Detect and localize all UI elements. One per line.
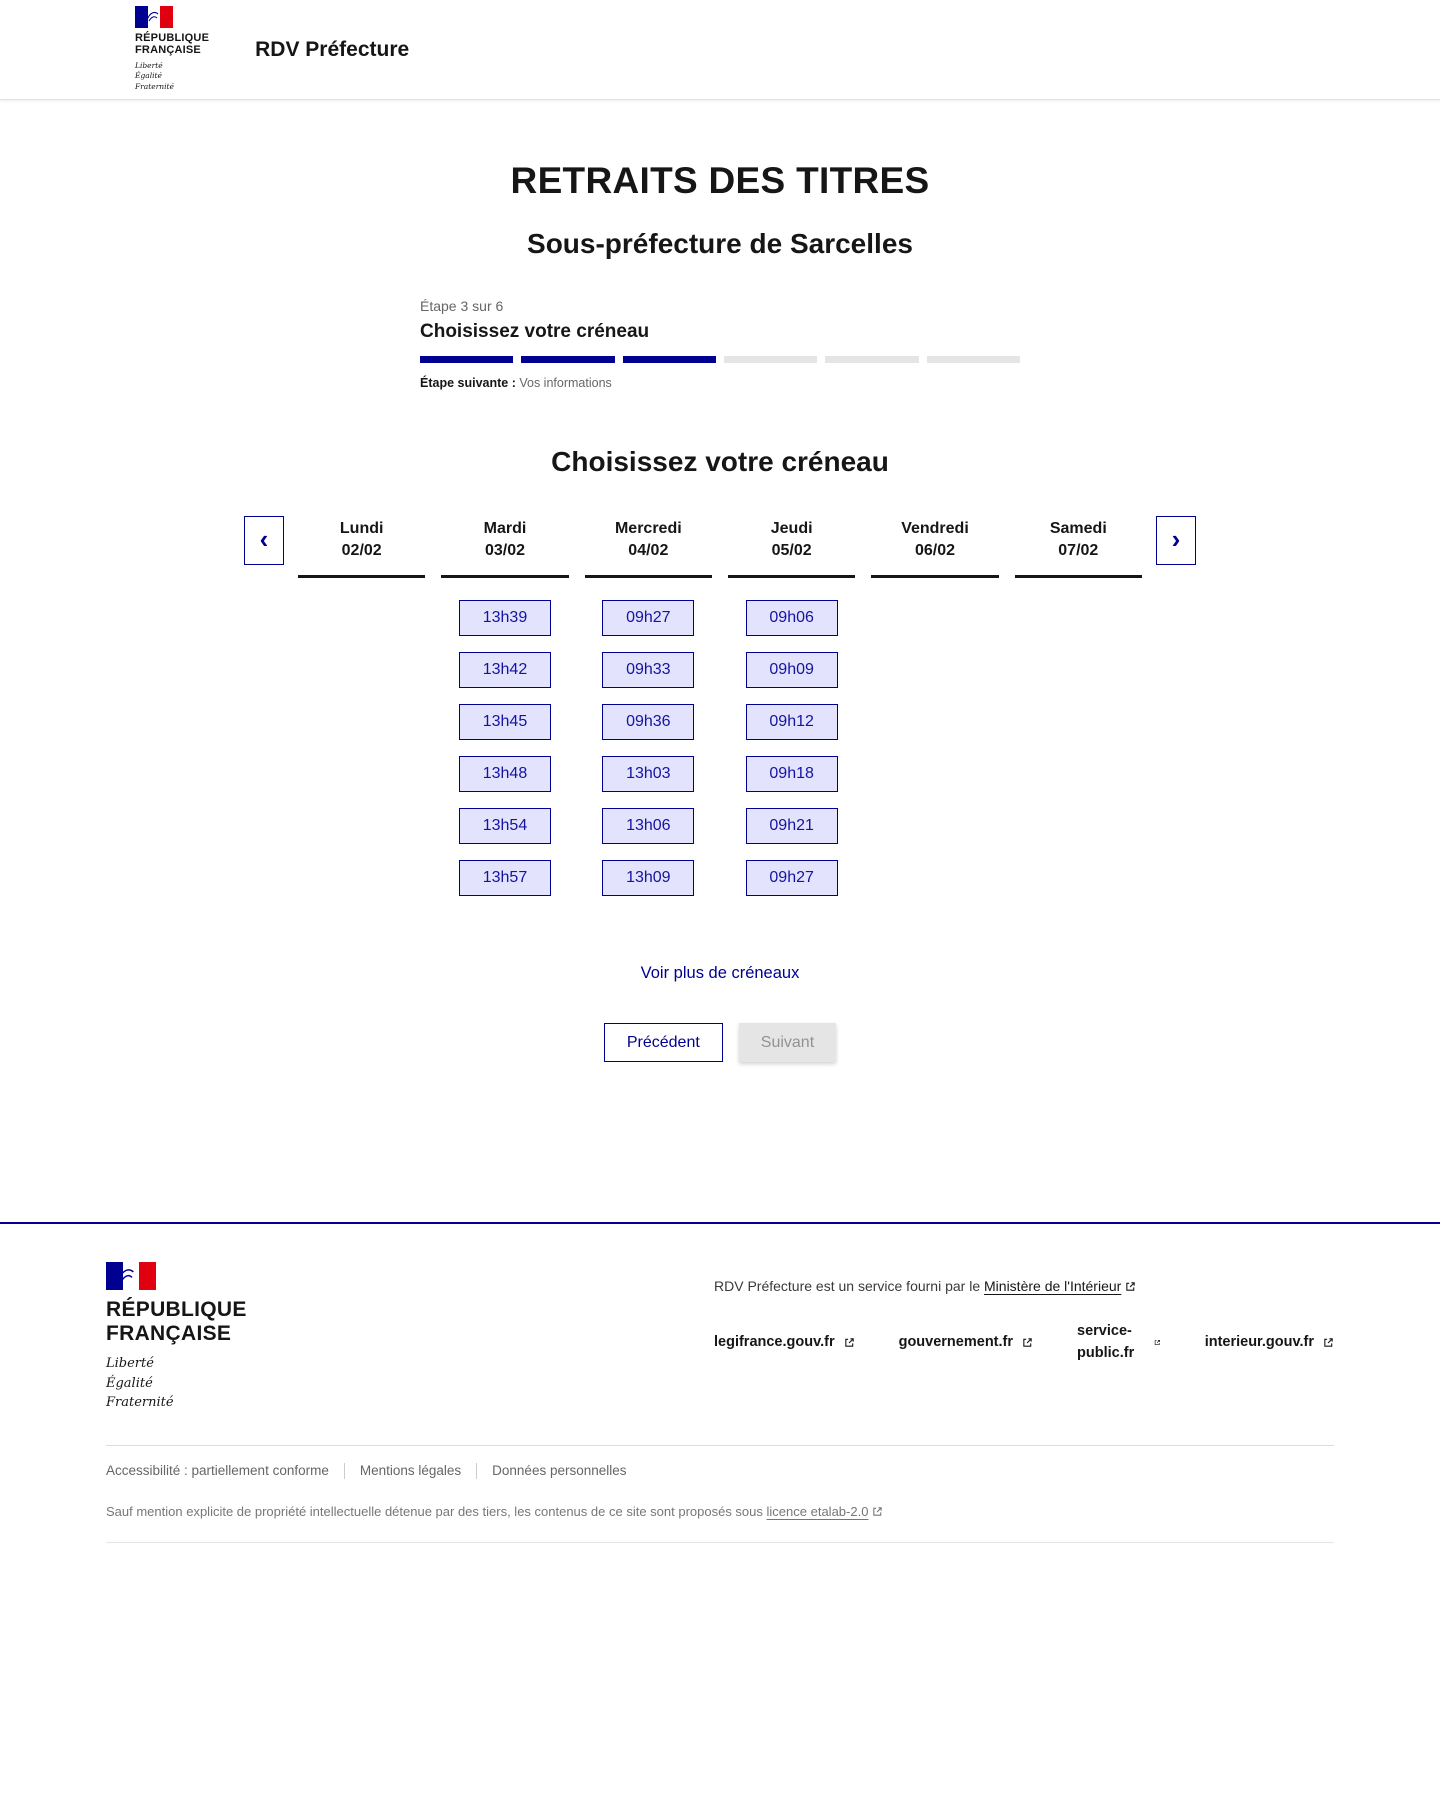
time-slot-button[interactable]: 13h54	[459, 808, 551, 844]
time-slot-button[interactable]: 13h09	[602, 860, 694, 896]
day-underline	[728, 575, 855, 578]
day-name: Samedi	[1049, 520, 1107, 537]
time-slot-button[interactable]: 09h12	[746, 704, 838, 740]
license-note: Sauf mention explicite de propriété intellectuelle détenue par des tiers, les contenus de ce site sont proposés sous licence etalab-2.0	[106, 1504, 1334, 1519]
calendar-day-column	[577, 516, 720, 896]
time-slot-button[interactable]: 13h45	[459, 704, 551, 740]
day-slots	[459, 600, 551, 896]
legal-link[interactable]: Mentions légales	[359, 1463, 462, 1479]
more-slots-link[interactable]: Voir plus de créneaux	[640, 964, 800, 982]
time-slot-button[interactable]: 09h18	[746, 756, 838, 792]
progress-segment	[927, 356, 1020, 363]
next-button[interactable]: Suivant	[739, 1023, 836, 1062]
time-slot-button[interactable]: 13h39	[459, 600, 551, 636]
footer-link-legifrance-gouv-fr[interactable]: legifrance.gouv.fr	[714, 1321, 855, 1365]
form-actions	[0, 1023, 1440, 1062]
day-date: 03/02	[484, 542, 526, 559]
site-footer	[0, 1222, 1440, 1543]
external-link-icon	[1022, 1337, 1033, 1348]
day-underline	[585, 575, 712, 578]
french-flag-icon	[106, 1262, 156, 1290]
footer-gov-links	[714, 1321, 1334, 1365]
day-date: 04/02	[628, 542, 669, 559]
brand-line1: RÉPUBLIQUE	[135, 31, 210, 44]
day-date: 02/02	[341, 542, 382, 559]
brand-motto: Liberté Égalité Fraternité	[135, 60, 174, 92]
step-counter: Étape 3 sur 6	[420, 298, 504, 314]
calendar-day-column	[290, 516, 433, 896]
day-underline	[298, 575, 425, 578]
calendar-day-column	[720, 516, 863, 896]
legal-separator	[344, 1463, 345, 1479]
marianne-icon	[145, 8, 163, 26]
marianne-icon	[116, 1264, 140, 1288]
external-link-icon	[1125, 1281, 1136, 1292]
brand-name	[135, 32, 209, 57]
time-slot-button[interactable]: 09h09	[746, 652, 838, 688]
legal-link[interactable]: Données personnelles	[492, 1463, 627, 1479]
external-link-icon	[1323, 1337, 1334, 1348]
footer-service-note: RDV Préfecture est un service fourni par le Ministère de l'Intérieur	[714, 1276, 1334, 1297]
day-date: 06/02	[914, 542, 955, 559]
calendar-days	[290, 516, 1150, 896]
day-underline	[1015, 575, 1142, 578]
time-slot-button[interactable]: 09h21	[746, 808, 838, 844]
page-subtitle: Sous-préfecture de Sarcelles	[527, 228, 913, 259]
footer-link-gouvernement-fr[interactable]: gouvernement.fr	[899, 1321, 1033, 1365]
progress-segment	[724, 356, 817, 363]
time-slot-button[interactable]: 09h33	[602, 652, 694, 688]
calendar-heading: Choisissez votre créneau	[551, 446, 889, 477]
next-week-button[interactable]	[1156, 516, 1196, 565]
progress-segment	[420, 356, 513, 363]
next-step-value: Vos informations	[519, 376, 612, 390]
time-slot-button[interactable]: 13h03	[602, 756, 694, 792]
time-slot-button[interactable]: 09h27	[602, 600, 694, 636]
day-slots	[602, 600, 694, 896]
service-title-link[interactable]: RDV Préfecture	[255, 37, 410, 61]
external-link-icon	[844, 1337, 855, 1348]
calendar	[244, 516, 1196, 896]
day-name: Mercredi	[614, 520, 682, 537]
etalab-license-link[interactable]: licence etalab-2.0	[767, 1504, 884, 1519]
footer-gov-logo	[106, 1262, 247, 1413]
french-flag-icon	[135, 6, 173, 28]
progress-segment	[521, 356, 614, 363]
day-slots	[746, 600, 838, 896]
brand-motto: Liberté Égalité Fraternité	[106, 1356, 174, 1411]
external-link-icon	[1154, 1337, 1161, 1348]
footer-link-service-public-fr[interactable]: service-public.fr	[1077, 1321, 1161, 1365]
day-header	[484, 516, 527, 562]
day-date: 05/02	[771, 542, 812, 559]
day-name: Lundi	[339, 520, 384, 537]
day-underline	[871, 575, 998, 578]
day-header	[901, 516, 969, 562]
page-title: RETRAITS DES TITRES	[510, 160, 930, 201]
next-step-hint	[420, 376, 1020, 390]
ministere-interieur-link[interactable]: Ministère de l'Intérieur	[984, 1278, 1136, 1294]
footer-legal-links	[106, 1446, 1334, 1479]
footer-description	[714, 1262, 1334, 1365]
day-name: Vendredi	[901, 520, 969, 537]
gov-logo	[135, 6, 209, 93]
time-slot-button[interactable]: 09h36	[602, 704, 694, 740]
time-slot-button[interactable]: 13h48	[459, 756, 551, 792]
day-header	[340, 516, 384, 562]
calendar-day-column	[863, 516, 1006, 896]
time-slot-button[interactable]: 13h57	[459, 860, 551, 896]
legal-link[interactable]: Accessibilité : partiellement conforme	[106, 1463, 329, 1479]
time-slot-button[interactable]: 09h06	[746, 600, 838, 636]
time-slot-button[interactable]: 13h06	[602, 808, 694, 844]
step-title: Choisissez votre créneau	[420, 321, 650, 342]
brand-name: RÉPUBLIQUE FRANÇAISE	[106, 1298, 247, 1345]
day-header	[771, 516, 813, 562]
time-slot-button[interactable]: 09h27	[746, 860, 838, 896]
time-slot-button[interactable]: 13h42	[459, 652, 551, 688]
site-header	[0, 0, 1440, 100]
brand-line2: FRANÇAISE	[135, 44, 201, 57]
day-date: 07/02	[1058, 542, 1099, 559]
chevron-right-icon: ›	[1171, 523, 1181, 554]
chevron-left-icon: ‹	[259, 523, 269, 554]
external-link-icon	[872, 1506, 883, 1517]
stepper	[420, 298, 1020, 390]
day-header	[1050, 516, 1107, 562]
day-header	[615, 516, 682, 562]
footer-link-interieur-gouv-fr[interactable]: interieur.gouv.fr	[1205, 1321, 1334, 1365]
main-content	[0, 160, 1440, 1062]
previous-week-button[interactable]	[244, 516, 284, 565]
day-underline	[441, 575, 568, 578]
previous-button[interactable]: Précédent	[604, 1023, 723, 1062]
day-name: Mardi	[483, 520, 527, 537]
step-progress-bar	[420, 356, 1020, 363]
progress-segment	[825, 356, 918, 363]
next-step-label: Étape suivante :	[420, 376, 516, 390]
day-name: Jeudi	[770, 520, 813, 537]
progress-segment	[623, 356, 716, 363]
legal-separator	[476, 1463, 477, 1479]
calendar-day-column	[433, 516, 576, 896]
calendar-day-column	[1007, 516, 1150, 896]
footer-bottom-divider	[106, 1542, 1334, 1543]
